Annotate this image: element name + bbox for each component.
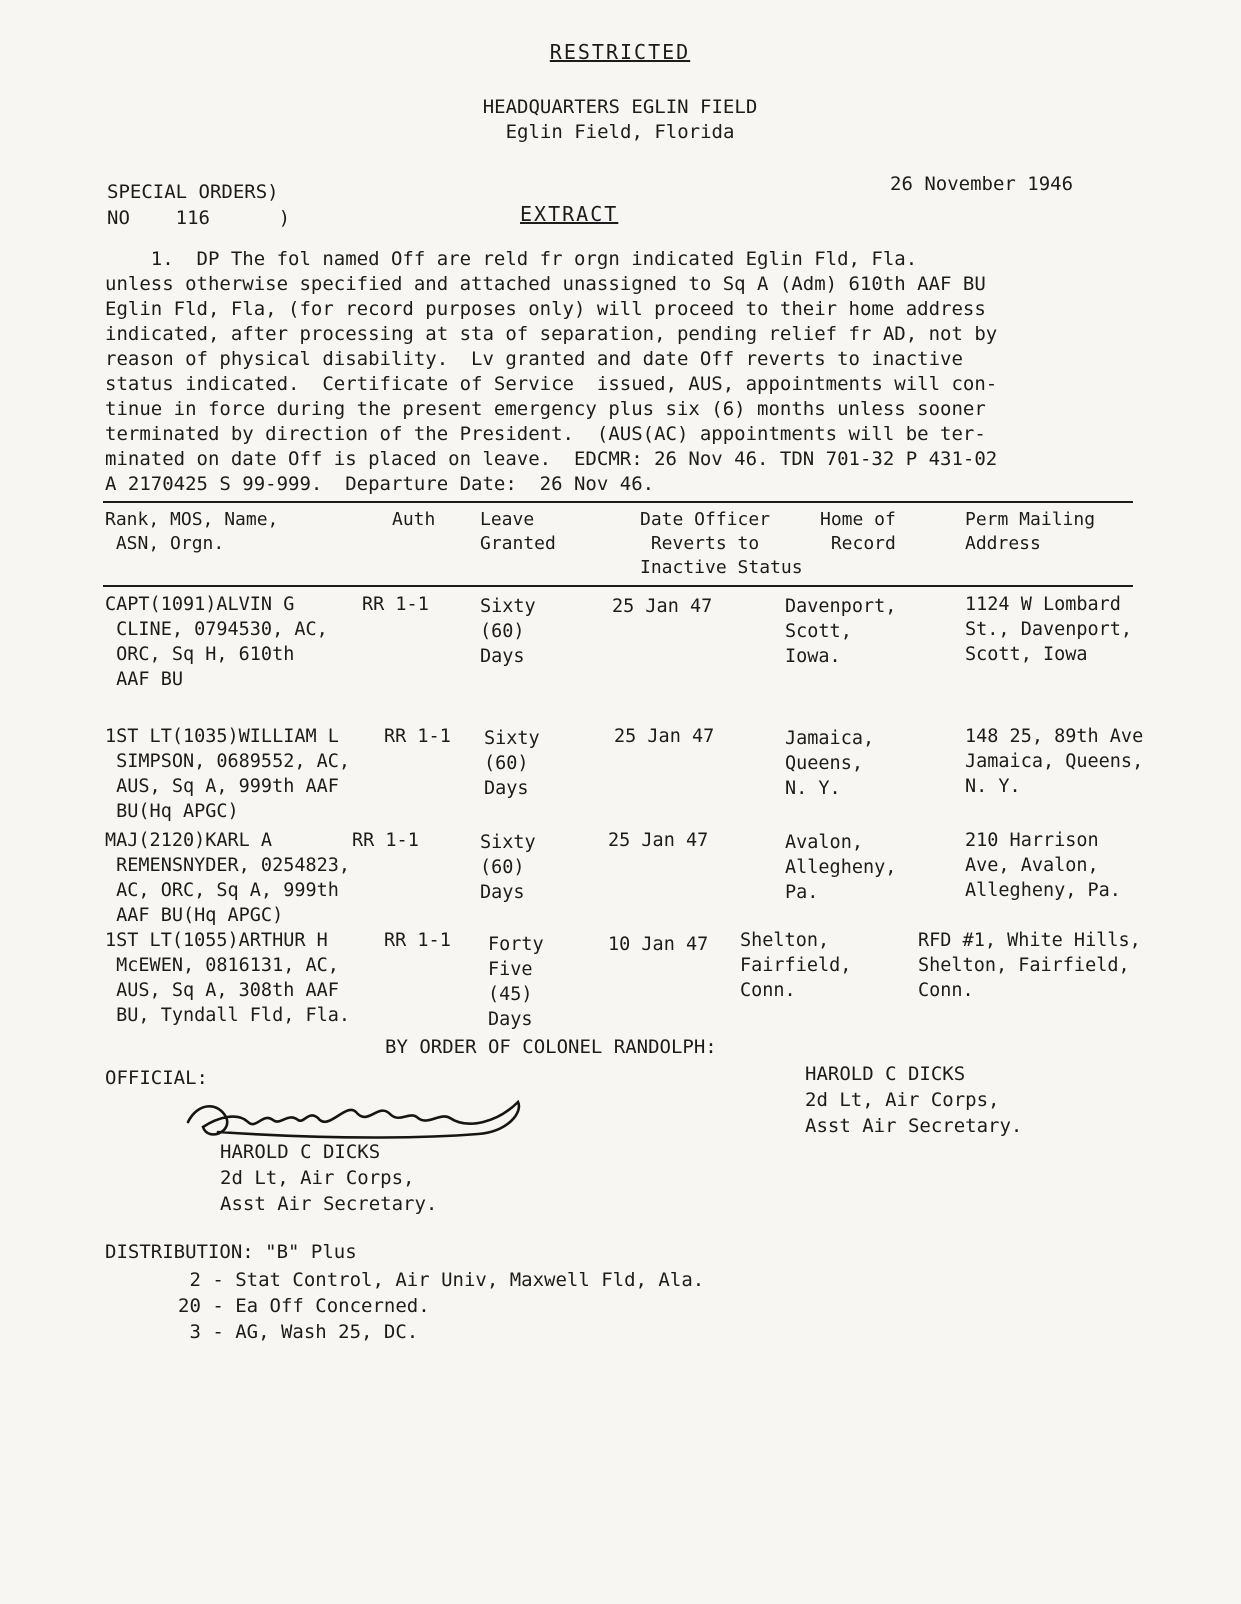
row-leave: Forty Five (45) Days bbox=[488, 934, 544, 1030]
row-auth: RR 1-1 bbox=[362, 594, 429, 615]
header-home: Home of Record bbox=[820, 509, 896, 554]
row-rank: 1ST LT(1035)WILLIAM L SIMPSON, 0689552, AC, AUS, Sq A, 999th AAF BU(Hq APGC) bbox=[105, 726, 351, 822]
paragraph-line: minated on date Off is placed on leave. EDCMR: 26 Nov 46. TDN 701-32 P 431-02 bbox=[105, 448, 998, 470]
row-rank: MAJ(2120)KARL A REMENSNYDER, 0254823, AC, ORC, Sq A, 999th AAF BU(Hq APGC) bbox=[105, 830, 351, 926]
row-auth: RR 1-1 bbox=[352, 830, 419, 851]
paragraph-line: indicated, after processing at sta of separation, pending relief fr AD, not by bbox=[105, 323, 998, 345]
authority-title: Asst Air Secretary. bbox=[805, 1115, 1023, 1137]
authority-name: HAROLD C DICKS bbox=[805, 1063, 966, 1085]
row-rank: CAPT(1091)ALVIN G CLINE, 0794530, AC, ORC, Sq H, 610th AAF BU bbox=[105, 594, 328, 690]
headquarters-name: HEADQUARTERS EGLIN FIELD bbox=[482, 96, 758, 118]
special-orders-number: NO 116 ) bbox=[107, 207, 291, 229]
row-home: Jamaica, Queens, N. Y. bbox=[785, 728, 875, 799]
distribution-item: 3 - AG, Wash 25, DC. bbox=[178, 1321, 419, 1343]
row-revert: 25 Jan 47 bbox=[612, 596, 713, 617]
paragraph-line: status indicated. Certificate of Service issued, AUS, appointments will con- bbox=[105, 373, 998, 395]
table-top-rule bbox=[103, 501, 1133, 503]
row-leave: Sixty (60) Days bbox=[484, 728, 540, 799]
row-auth: RR 1-1 bbox=[384, 930, 451, 951]
paragraph-line: reason of physical disability. Lv granted and date Off reverts to inactive bbox=[105, 348, 963, 370]
authority-rank: 2d Lt, Air Corps, bbox=[805, 1089, 1000, 1111]
official-rank: 2d Lt, Air Corps, bbox=[220, 1167, 415, 1189]
distribution-item: 20 - Ea Off Concerned. bbox=[178, 1295, 430, 1317]
header-mailing: Perm Mailing Address bbox=[965, 509, 1096, 554]
row-leave: Sixty (60) Days bbox=[480, 832, 536, 903]
paragraph-line: tinue in force during the present emergency plus six (6) months unless sooner bbox=[105, 398, 986, 420]
official-label: OFFICIAL: bbox=[105, 1067, 208, 1089]
row-home: Davenport, Scott, Iowa. bbox=[785, 596, 897, 667]
distribution-item: 2 - Stat Control, Air Univ, Maxwell Fld, Ala. bbox=[178, 1269, 705, 1291]
row-leave: Sixty (60) Days bbox=[480, 596, 536, 667]
order-date: 26 November 1946 bbox=[890, 173, 1074, 195]
classification-marking: RESTRICTED bbox=[549, 40, 691, 64]
header-revert: Date Officer Reverts to Inactive Status bbox=[640, 509, 803, 578]
official-title: Asst Air Secretary. bbox=[220, 1193, 438, 1215]
header-leave: Leave Granted bbox=[480, 509, 556, 554]
row-mailing: 210 Harrison Ave, Avalon, Allegheny, Pa. bbox=[965, 830, 1121, 901]
extract-heading: EXTRACT bbox=[520, 202, 619, 226]
row-rank: 1ST LT(1055)ARTHUR H McEWEN, 0816131, AC, AUS, Sq A, 308th AAF BU, Tyndall Fld, Fla. bbox=[105, 930, 351, 1026]
paragraph-line: 1. DP The fol named Off are reld fr orgn indicated Eglin Fld, Fla. bbox=[105, 248, 918, 270]
row-home: Avalon, Allegheny, Pa. bbox=[785, 832, 897, 903]
row-revert: 10 Jan 47 bbox=[608, 934, 709, 955]
table-header-rule bbox=[103, 585, 1133, 587]
row-home: Shelton, Fairfield, Conn. bbox=[740, 930, 852, 1001]
official-name: HAROLD C DICKS bbox=[220, 1141, 381, 1163]
headquarters-location: Eglin Field, Florida bbox=[505, 121, 735, 143]
row-mailing: RFD #1, White Hills, Shelton, Fairfield, Conn. bbox=[918, 930, 1141, 1001]
row-mailing: 148 25, 89th Ave Jamaica, Queens, N. Y. bbox=[965, 726, 1144, 797]
row-revert: 25 Jan 47 bbox=[608, 830, 709, 851]
paragraph-line: A 2170425 S 99-999. Departure Date: 26 Nov 46. bbox=[105, 473, 655, 495]
paragraph-line: unless otherwise specified and attached unassigned to Sq A (Adm) 610th AAF BU bbox=[105, 273, 986, 295]
by-order-line: BY ORDER OF COLONEL RANDOLPH: bbox=[385, 1036, 717, 1058]
row-revert: 25 Jan 47 bbox=[614, 726, 715, 747]
paragraph-line: terminated by direction of the President. (AUS(AC) appointments will be ter- bbox=[105, 423, 986, 445]
header-rank: Rank, MOS, Name, ASN, Orgn. bbox=[105, 509, 279, 554]
distribution-heading: DISTRIBUTION: "B" Plus bbox=[105, 1241, 357, 1263]
row-auth: RR 1-1 bbox=[384, 726, 451, 747]
special-orders-label: SPECIAL ORDERS) bbox=[107, 181, 279, 203]
row-mailing: 1124 W Lombard St., Davenport, Scott, Iowa bbox=[965, 594, 1133, 665]
header-auth: Auth bbox=[392, 509, 436, 530]
paragraph-line: Eglin Fld, Fla, (for record purposes only) will proceed to their home address bbox=[105, 298, 986, 320]
